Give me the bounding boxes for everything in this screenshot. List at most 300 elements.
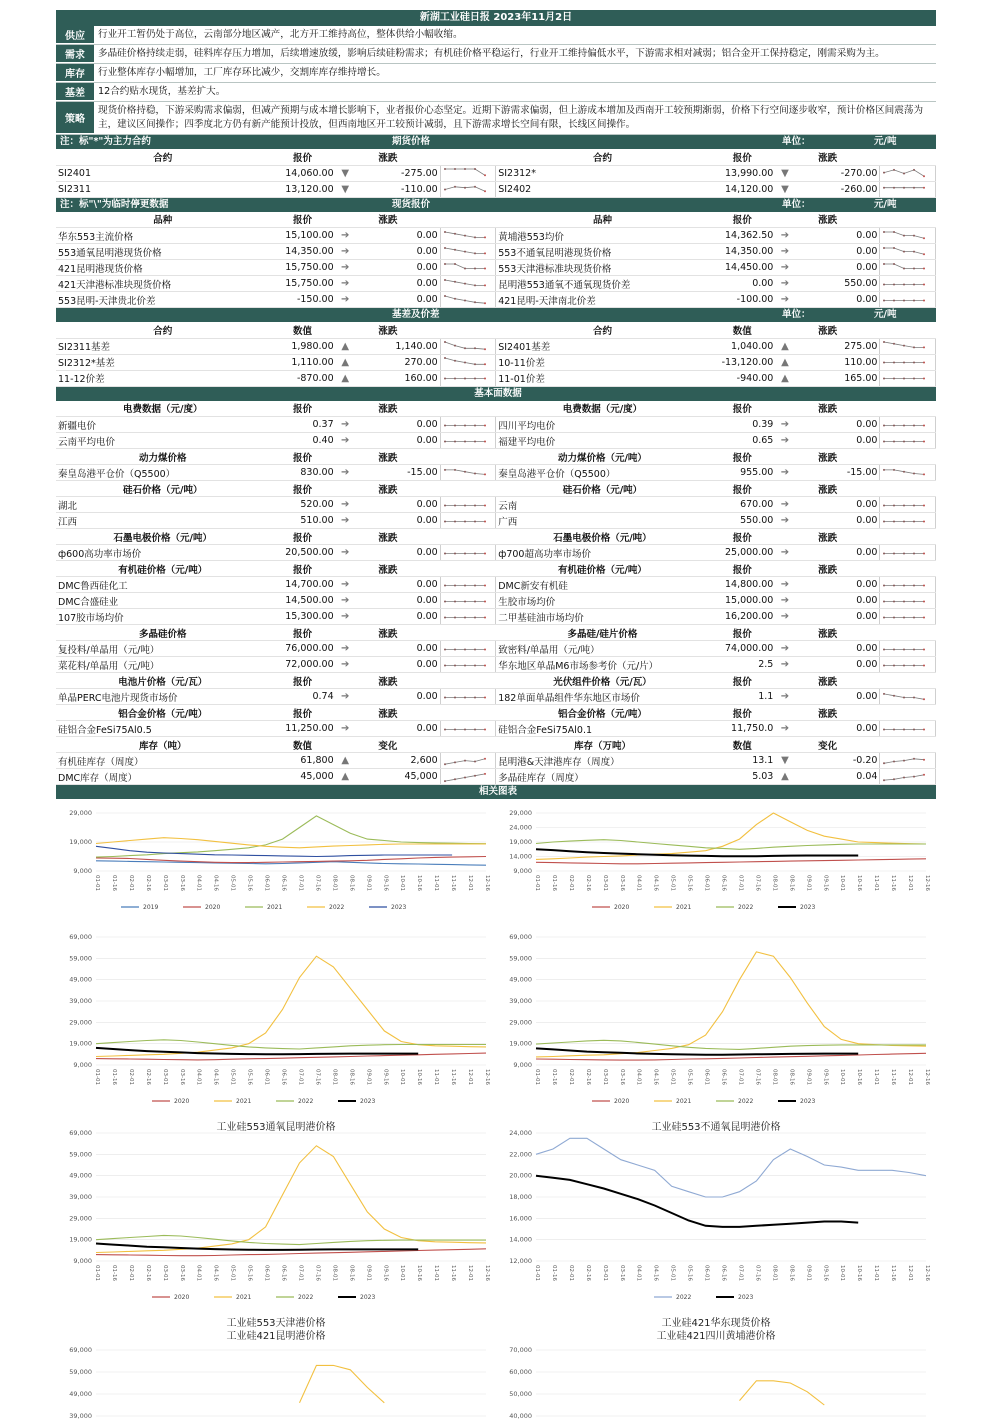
trend-right-icon: ➔ xyxy=(780,547,790,558)
item-value: 74,000.00 xyxy=(709,641,775,657)
sparkline-cell xyxy=(880,513,936,529)
trend-cell xyxy=(775,545,794,561)
chart-svg xyxy=(56,1125,496,1305)
column-header: 数值 xyxy=(709,322,775,338)
trend-cell xyxy=(775,689,794,705)
sparkline xyxy=(443,643,487,655)
table-header-row xyxy=(56,529,936,545)
trend-down-icon: ▼ xyxy=(781,755,789,766)
table-row xyxy=(56,593,936,609)
x-tick-label: 04-16 xyxy=(212,875,219,891)
x-tick-label: 05-16 xyxy=(686,1069,693,1085)
section-title: 基差及价差 xyxy=(392,309,440,320)
data-tables xyxy=(56,135,936,785)
sparkline xyxy=(882,755,926,767)
x-tick-label: 12-16 xyxy=(924,875,930,891)
item-name: 华东553主流价格 xyxy=(56,228,269,244)
x-tick-label: 02-16 xyxy=(144,875,151,891)
y-tick-label: 19,000 xyxy=(509,1039,532,1048)
column-header: 电池片价格（元/瓦） xyxy=(56,673,269,689)
section-title: 现货报价 xyxy=(392,198,431,210)
trend-cell xyxy=(336,721,355,737)
item-value: 13,990.00 xyxy=(709,165,775,181)
trend-cell xyxy=(336,181,355,197)
x-tick-label: 01-01 xyxy=(94,875,100,891)
x-tick-label: 09-16 xyxy=(382,875,389,891)
y-tick-label: 24,000 xyxy=(509,1129,532,1137)
trend-right-icon: ➔ xyxy=(341,246,350,257)
x-tick-label: 04-01 xyxy=(635,875,642,891)
sparkline xyxy=(443,262,487,274)
column-header: 品种 xyxy=(56,212,269,228)
item-name: 11-12价差 xyxy=(56,370,269,386)
column-header xyxy=(440,737,496,753)
sparkline-cell xyxy=(440,244,496,260)
trend-right-icon: ➔ xyxy=(780,643,790,654)
trend-right-icon: ➔ xyxy=(341,230,350,241)
table-header-row xyxy=(56,401,936,417)
item-change: -270.00 xyxy=(795,165,880,181)
sparkline-cell xyxy=(440,609,496,625)
item-name: SI2401基差 xyxy=(496,338,709,354)
item-value: 0.40 xyxy=(269,433,335,449)
item-name: 云南平均电价 xyxy=(56,433,269,449)
item-value: 520.00 xyxy=(269,497,335,513)
column-header: 报价 xyxy=(269,705,335,721)
x-tick-label: 02-01 xyxy=(127,875,134,891)
column-header: 硅石价格（元/吨） xyxy=(496,481,709,497)
item-value: 11,250.00 xyxy=(269,721,335,737)
commentary-row xyxy=(56,45,936,64)
item-value: 1.1 xyxy=(709,689,775,705)
column-header xyxy=(880,449,936,465)
x-tick-label: 08-01 xyxy=(331,1069,338,1085)
column-header: 报价 xyxy=(709,212,775,228)
table-row xyxy=(56,577,936,593)
item-change: 0.00 xyxy=(355,260,440,276)
item-name: 10-11价差 xyxy=(496,354,709,370)
trend-right-icon: ➔ xyxy=(341,611,350,622)
column-header xyxy=(440,625,496,641)
commentary-section xyxy=(56,26,936,135)
table-row xyxy=(56,609,936,625)
x-tick-label: 07-01 xyxy=(297,875,304,891)
column-header xyxy=(440,529,496,545)
sparkline-cell xyxy=(880,292,936,308)
item-change: -15.00 xyxy=(355,465,440,481)
item-change: 0.00 xyxy=(795,641,880,657)
legend-label: 2023 xyxy=(738,1294,754,1301)
x-tick-label: 03-16 xyxy=(618,1265,625,1281)
column-header: 报价 xyxy=(709,401,775,417)
item-change: 0.00 xyxy=(355,545,440,561)
trend-cell xyxy=(775,497,794,513)
trend-cell xyxy=(775,513,794,529)
sparkline xyxy=(443,499,487,511)
x-tick-label: 03-01 xyxy=(601,875,608,891)
x-tick-label: 05-01 xyxy=(229,1069,236,1085)
trend-cell xyxy=(336,593,355,609)
item-value: -940.00 xyxy=(709,370,775,386)
y-tick-label: 60,000 xyxy=(509,1368,532,1376)
item-name: SI2312*基差 xyxy=(56,354,269,370)
trend-up-icon: ▲ xyxy=(341,755,350,766)
table-row xyxy=(56,689,936,705)
item-change: -275.00 xyxy=(355,165,440,181)
table-header-row xyxy=(56,322,936,338)
item-name: 新疆电价 xyxy=(56,417,269,433)
item-name: 华东地区单晶M6市场参考价（元/片） xyxy=(496,657,709,673)
commentary-row xyxy=(56,102,936,135)
trend-cell xyxy=(775,338,794,354)
x-tick-label: 12-16 xyxy=(484,875,490,891)
item-change: 0.00 xyxy=(355,721,440,737)
item-value: 830.00 xyxy=(269,465,335,481)
x-tick-label: 09-16 xyxy=(822,875,829,891)
trend-cell xyxy=(336,260,355,276)
item-change: 550.00 xyxy=(795,276,880,292)
trend-right-icon: ➔ xyxy=(780,723,790,734)
x-tick-label: 11-16 xyxy=(450,1069,457,1085)
x-tick-label: 11-01 xyxy=(873,875,880,891)
item-value: 20,500.00 xyxy=(269,545,335,561)
item-value: 14,350.00 xyxy=(709,244,775,260)
table-row xyxy=(56,260,936,276)
column-header: 涨跌 xyxy=(336,322,441,338)
trend-right-icon: ➔ xyxy=(341,595,350,606)
legend-label: 2020 xyxy=(205,904,221,911)
column-header: 涨跌 xyxy=(336,481,441,497)
sparkline-cell xyxy=(440,276,496,292)
y-tick-label: 29,000 xyxy=(509,809,532,817)
trend-cell xyxy=(775,721,794,737)
column-header: 电费数据（元/度） xyxy=(56,401,269,417)
x-tick-label: 06-16 xyxy=(280,875,287,891)
column-header: 铝合金价格（元/吨） xyxy=(56,705,269,721)
trend-cell xyxy=(336,370,355,386)
sparkline xyxy=(443,340,487,352)
x-tick-label: 03-16 xyxy=(178,1265,185,1281)
sparkline-cell xyxy=(440,593,496,609)
item-name: 江西 xyxy=(56,513,269,529)
column-header xyxy=(440,561,496,577)
x-tick-label: 04-16 xyxy=(212,1069,219,1085)
x-tick-label: 11-16 xyxy=(890,1265,897,1281)
item-value: 14,700.00 xyxy=(269,577,335,593)
trend-cell xyxy=(336,354,355,370)
x-tick-label: 03-16 xyxy=(178,875,185,891)
sparkline xyxy=(882,278,926,290)
trend-cell xyxy=(336,577,355,593)
x-tick-label: 04-16 xyxy=(212,1265,219,1281)
trend-right-icon: ➔ xyxy=(341,659,350,670)
series-line-2022 xyxy=(96,1040,486,1049)
legend-label: 2019 xyxy=(143,904,159,911)
y-tick-label: 19,000 xyxy=(509,838,532,846)
x-tick-label: 05-01 xyxy=(669,1069,676,1085)
item-name: SI2401 xyxy=(56,165,269,181)
trend-up-icon: ▲ xyxy=(781,356,789,368)
section-bar xyxy=(56,308,936,322)
x-tick-label: 08-16 xyxy=(348,875,355,891)
trend-cell xyxy=(336,276,355,292)
trend-cell xyxy=(775,577,794,593)
x-tick-label: 10-16 xyxy=(416,875,423,891)
x-tick-label: 08-16 xyxy=(788,1069,795,1085)
x-tick-label: 09-16 xyxy=(382,1265,389,1281)
column-header: 合约 xyxy=(496,322,709,338)
charts-section-title: 相关图表 xyxy=(478,786,517,797)
x-tick-label: 01-16 xyxy=(550,1265,557,1281)
chart-svg xyxy=(496,1125,936,1305)
trend-up-icon: ▲ xyxy=(781,771,789,782)
column-header: 动力煤价格 xyxy=(56,449,269,465)
trend-right-icon: ➔ xyxy=(780,579,790,590)
sparkline-cell xyxy=(880,593,936,609)
table-header-row xyxy=(56,481,936,497)
line-chart xyxy=(496,929,936,1133)
table-row xyxy=(56,338,936,354)
trend-cell xyxy=(775,657,794,673)
trend-cell xyxy=(775,417,794,433)
y-tick-label: 69,000 xyxy=(69,933,92,941)
column-header: 硅石价格（元/吨） xyxy=(56,481,269,497)
column-header: 报价 xyxy=(269,212,335,228)
x-tick-label: 12-16 xyxy=(484,1069,490,1085)
x-tick-label: 09-01 xyxy=(365,875,372,891)
series-line-2023 xyxy=(536,849,858,856)
item-change: 270.00 xyxy=(355,354,440,370)
x-tick-label: 04-16 xyxy=(652,875,659,891)
x-tick-label: 07-01 xyxy=(737,1265,744,1281)
item-change: 1,140.00 xyxy=(355,338,440,354)
x-tick-label: 06-16 xyxy=(720,875,727,891)
sparkline xyxy=(443,419,487,431)
item-name: SI2311基差 xyxy=(56,338,269,354)
x-tick-label: 01-16 xyxy=(550,875,557,891)
trend-up-icon: ▲ xyxy=(341,372,350,384)
chart-svg xyxy=(496,805,936,915)
daily-report xyxy=(56,10,936,1420)
x-tick-label: 09-01 xyxy=(805,1069,812,1085)
table-row xyxy=(56,769,936,785)
x-tick-label: 09-01 xyxy=(365,1069,372,1085)
sparkline xyxy=(882,262,926,274)
x-tick-label: 06-01 xyxy=(703,1069,710,1085)
trend-right-icon: ➔ xyxy=(341,723,350,734)
table-row xyxy=(56,721,936,737)
x-tick-label: 11-16 xyxy=(450,1265,457,1281)
item-change: 0.00 xyxy=(795,609,880,625)
sparkline xyxy=(443,356,487,368)
item-value: 11,750.0 xyxy=(709,721,775,737)
trend-cell xyxy=(775,433,794,449)
item-change: 2,600 xyxy=(355,753,440,769)
x-tick-label: 11-16 xyxy=(450,875,457,891)
item-value: 0.00 xyxy=(709,276,775,292)
item-change: 0.00 xyxy=(355,497,440,513)
x-tick-label: 10-16 xyxy=(856,875,863,891)
x-tick-label: 09-01 xyxy=(365,1265,372,1281)
sparkline-cell xyxy=(440,769,496,785)
item-value: 14,800.00 xyxy=(709,577,775,593)
sparkline xyxy=(882,691,926,703)
x-tick-label: 06-16 xyxy=(280,1069,287,1085)
sparkline xyxy=(882,167,926,179)
x-tick-label: 02-16 xyxy=(144,1069,151,1085)
sparkline-cell xyxy=(440,228,496,244)
x-tick-label: 06-16 xyxy=(280,1265,287,1281)
sparkline xyxy=(443,372,487,384)
y-tick-label: 19,000 xyxy=(69,1039,92,1048)
x-tick-label: 01-01 xyxy=(534,875,540,891)
chart-title: 工业硅553不通氧昆明港价格 xyxy=(651,1122,781,1133)
chart-svg xyxy=(496,1342,936,1422)
trend-right-icon: ➔ xyxy=(341,515,350,526)
sparkline xyxy=(443,294,487,306)
trend-right-icon: ➔ xyxy=(780,691,790,702)
item-change: 0.00 xyxy=(355,657,440,673)
table-row xyxy=(56,657,936,673)
unit-value: 元/吨 xyxy=(874,136,897,147)
legend-label: 2021 xyxy=(236,1098,252,1105)
trend-up-icon: ▲ xyxy=(341,771,350,782)
column-header: 石墨电极价格（元/吨） xyxy=(496,529,709,545)
section-title: 基本面数据 xyxy=(474,387,522,399)
column-header xyxy=(440,322,496,338)
line-chart xyxy=(496,805,936,918)
commentary-label: 库存 xyxy=(56,64,94,82)
x-tick-label: 10-01 xyxy=(399,1069,406,1085)
item-change: 45,000 xyxy=(355,769,440,785)
column-header: 报价 xyxy=(269,673,335,689)
x-tick-label: 09-01 xyxy=(805,875,812,891)
item-name: ф600高功率市场价 xyxy=(56,545,269,561)
legend-label: 2023 xyxy=(391,904,407,911)
item-name: 553天津港标准块现货价格 xyxy=(496,260,709,276)
y-tick-label: 29,000 xyxy=(69,809,92,817)
table-row xyxy=(56,753,936,769)
item-value: 16,200.00 xyxy=(709,609,775,625)
trend-right-icon: ➔ xyxy=(341,262,350,273)
sparkline-cell xyxy=(440,721,496,737)
item-name: 复投料/单晶用（元/吨） xyxy=(56,641,269,657)
x-tick-label: 04-01 xyxy=(635,1069,642,1085)
unit-label: 单位： xyxy=(782,309,811,320)
trend-right-icon: ➔ xyxy=(780,278,790,289)
chart-title: 工业硅421四川黄埔港价格 xyxy=(656,1331,776,1342)
sparkline-cell xyxy=(440,513,496,529)
trend-cell xyxy=(775,165,794,181)
y-tick-label: 59,000 xyxy=(69,954,92,963)
legend-label: 2023 xyxy=(800,904,816,911)
x-tick-label: 06-01 xyxy=(263,875,270,891)
x-tick-label: 08-16 xyxy=(788,875,795,891)
x-tick-label: 03-01 xyxy=(161,875,168,891)
x-tick-label: 04-01 xyxy=(195,875,202,891)
sparkline-cell xyxy=(880,260,936,276)
item-value: 14,120.00 xyxy=(709,181,775,197)
item-change: 0.00 xyxy=(795,228,880,244)
trend-cell xyxy=(336,338,355,354)
column-header: 涨跌 xyxy=(775,212,880,228)
commentary-text: 现货价格持稳，下游采购需求偏弱，但减产预期与成本增长影响下，业者报价心态坚定。近期下游需求偏弱，但上游成本增加及西南开工较预期渐弱，价格下行空间逐步收窄，预计价格区间震荡为主，建议区间操作；四季度北方仍有新产能预计投放，但西南地区开工较预计减弱，且下游需求增长空间有限，长线区间操作。 xyxy=(98,105,924,130)
column-header xyxy=(880,401,936,417)
item-change: 0.00 xyxy=(795,513,880,529)
sparkline-cell xyxy=(880,609,936,625)
sparkline xyxy=(443,515,487,527)
x-tick-label: 08-01 xyxy=(331,875,338,891)
table-header-row xyxy=(56,737,936,753)
x-tick-label: 05-01 xyxy=(669,875,676,891)
sparkline xyxy=(443,659,487,671)
section-note xyxy=(56,308,388,322)
column-header: 品种 xyxy=(496,212,709,228)
sparkline-cell xyxy=(440,753,496,769)
trend-right-icon: ➔ xyxy=(780,595,790,606)
series-line-2022 xyxy=(536,1138,926,1197)
item-change: 0.00 xyxy=(795,292,880,308)
item-name: 秦皇岛港平仓价（Q5500） xyxy=(496,465,709,481)
sparkline xyxy=(443,230,487,242)
x-tick-label: 01-01 xyxy=(534,1265,540,1281)
x-tick-label: 05-16 xyxy=(246,1265,253,1281)
item-value: 14,350.00 xyxy=(269,244,335,260)
sparkline-cell xyxy=(880,465,936,481)
x-tick-label: 01-16 xyxy=(110,1265,117,1281)
item-value: 0.37 xyxy=(269,417,335,433)
x-tick-label: 02-01 xyxy=(567,875,574,891)
sparkline-cell xyxy=(880,689,936,705)
x-tick-label: 06-16 xyxy=(720,1265,727,1281)
y-tick-label: 29,000 xyxy=(69,1018,92,1027)
x-tick-label: 01-01 xyxy=(94,1069,100,1085)
item-value: 1,980.00 xyxy=(269,338,335,354)
sparkline-cell xyxy=(880,165,936,181)
item-value: 2.5 xyxy=(709,657,775,673)
sparkline-cell xyxy=(440,641,496,657)
sparkline-cell xyxy=(880,417,936,433)
trend-up-icon: ▲ xyxy=(341,356,350,368)
trend-right-icon: ➔ xyxy=(341,579,350,590)
series-line-2020 xyxy=(536,859,926,864)
item-value: 15,750.00 xyxy=(269,276,335,292)
trend-right-icon: ➔ xyxy=(341,691,350,702)
x-tick-label: 01-16 xyxy=(550,1069,557,1085)
x-tick-label: 05-16 xyxy=(246,1069,253,1085)
column-header: 报价 xyxy=(269,561,335,577)
column-header xyxy=(880,737,936,753)
item-value: 72,000.00 xyxy=(269,657,335,673)
trend-cell xyxy=(775,769,794,785)
y-tick-label: 29,000 xyxy=(509,1018,532,1027)
column-header: 报价 xyxy=(269,401,335,417)
x-tick-label: 10-01 xyxy=(399,875,406,891)
trend-cell xyxy=(336,753,355,769)
y-tick-label: 69,000 xyxy=(69,1346,92,1354)
sparkline-cell xyxy=(880,769,936,785)
x-tick-label: 09-16 xyxy=(822,1069,829,1085)
x-tick-label: 09-16 xyxy=(822,1265,829,1281)
sparkline xyxy=(882,372,926,384)
trend-right-icon: ➔ xyxy=(341,278,350,289)
x-tick-label: 07-01 xyxy=(297,1265,304,1281)
column-header: 涨跌 xyxy=(336,561,441,577)
column-header xyxy=(440,705,496,721)
trend-right-icon: ➔ xyxy=(780,515,790,526)
table-row xyxy=(56,292,936,308)
fundamentals-table xyxy=(56,401,936,786)
